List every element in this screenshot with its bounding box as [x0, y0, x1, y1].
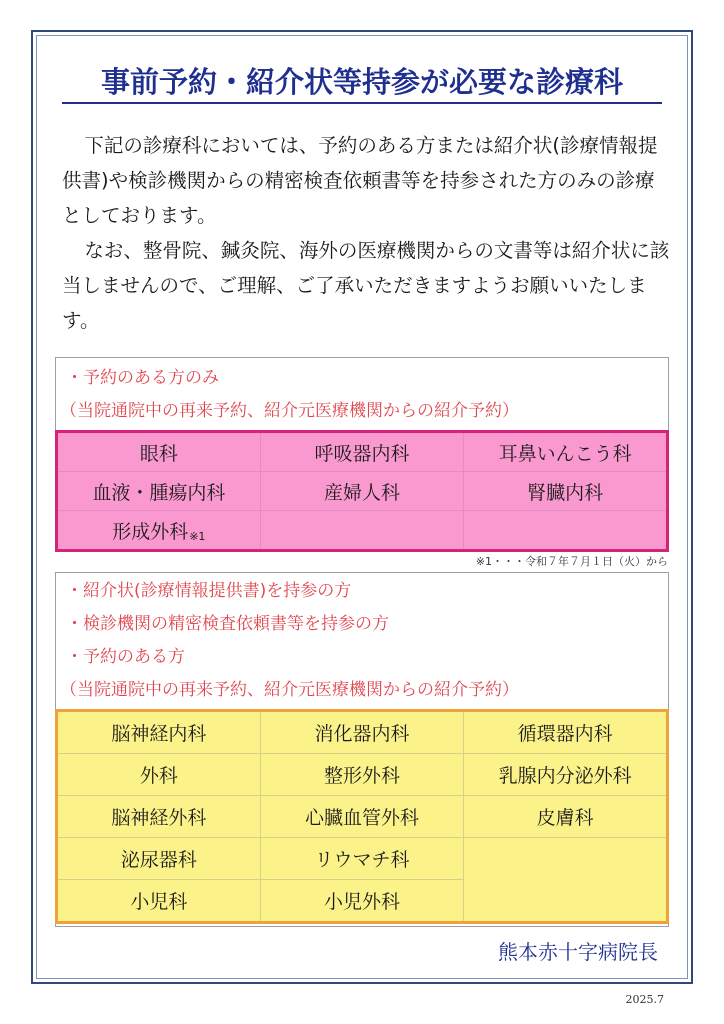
intro-paragraph-1: 下記の診療科においては、予約のある方または紹介状(診療情報提供書)や検診機関からの精密検査依頼書等を持参された方のみの診療としております。: [62, 134, 658, 227]
intro-paragraph-2: なお、整骨院、鍼灸院、海外の医療機関からの文書等は紹介状に該当しませんので、ご理解、ご了承いただきますようお願いいたします。: [62, 239, 670, 332]
signature: 熊本赤十字病院長: [498, 940, 658, 964]
department-cell: 腎臓内科: [464, 472, 668, 511]
department-name: 形成外科: [112, 520, 189, 543]
department-cell: 心臓血管外科: [260, 796, 464, 838]
department-cell: 循環器内科: [464, 711, 668, 754]
empty-cell: [260, 511, 464, 551]
table-row: [57, 472, 668, 511]
table-row: [57, 432, 668, 472]
department-cell: 泌尿器科: [57, 838, 261, 880]
department-cell: 耳鼻いんこう科: [464, 432, 668, 472]
empty-cell: [464, 838, 668, 923]
footnote-marker: ※1: [189, 529, 206, 543]
department-cell: 小児科: [57, 880, 261, 923]
department-cell: 産婦人科: [260, 472, 464, 511]
table-row: [57, 796, 668, 838]
department-cell: リウマチ科: [260, 838, 464, 880]
department-cell: 小児外科: [260, 880, 464, 923]
department-cell: 整形外科: [260, 754, 464, 796]
department-cell: 眼科: [57, 432, 261, 472]
section1-condition-1: ・予約のある方のみ: [66, 368, 219, 388]
intro-text: [62, 128, 672, 338]
section2-condition-3: ・予約のある方: [66, 647, 185, 667]
table-row: [57, 754, 668, 796]
section2-department-table: [55, 709, 669, 924]
table-row: [57, 711, 668, 754]
department-cell: 乳腺内分泌外科: [464, 754, 668, 796]
page-title: 事前予約・紹介状等持参が必要な診療科: [100, 65, 623, 99]
department-cell: 外科: [57, 754, 261, 796]
table-row: [57, 511, 668, 551]
department-cell: 消化器内科: [260, 711, 464, 754]
section2-condition-2: ・検診機関の精密検査依頼書等を持参の方: [66, 614, 389, 634]
section1-condition-2: （当院通院中の再来予約、紹介元医療機関からの紹介予約）: [60, 401, 519, 421]
department-cell: 脳神経内科: [57, 711, 261, 754]
empty-cell: [464, 511, 668, 551]
footnote: ※1・・・令和７年７月１日（火）から: [475, 555, 668, 568]
section1-department-table: [55, 430, 669, 552]
department-cell: 血液・腫瘍内科: [57, 472, 261, 511]
department-cell: 脳神経外科: [57, 796, 261, 838]
table-row: [57, 838, 668, 880]
issue-date: 2025.7: [625, 993, 664, 1006]
department-cell: [57, 511, 261, 551]
section2-condition-1: ・紹介状(診療情報提供書)を持参の方: [66, 581, 352, 601]
section2-condition-4: （当院通院中の再来予約、紹介元医療機関からの紹介予約）: [60, 680, 519, 700]
title-underline: [62, 102, 662, 104]
department-cell: 呼吸器内科: [260, 432, 464, 472]
department-cell: 皮膚科: [464, 796, 668, 838]
